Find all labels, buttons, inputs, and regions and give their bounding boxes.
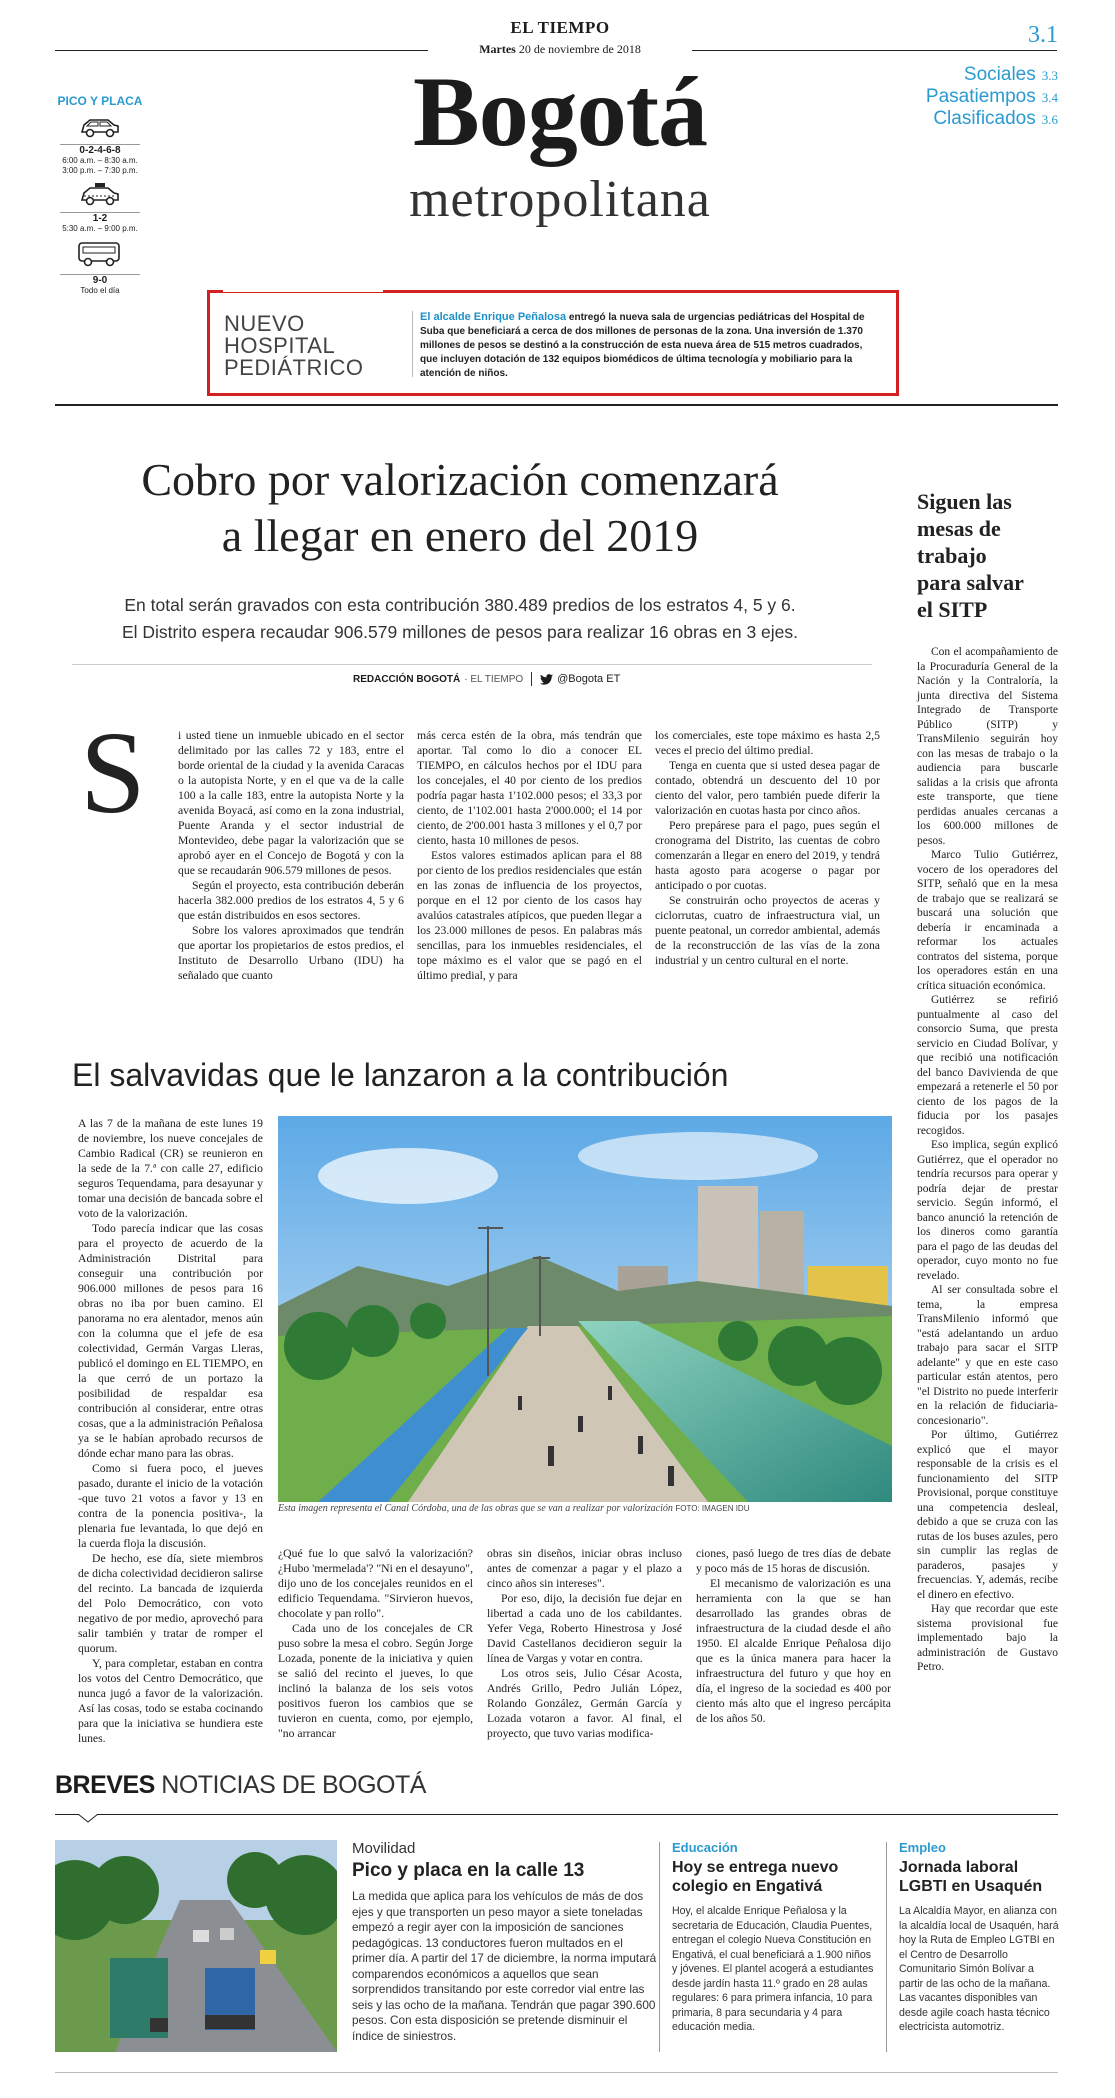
taxi-icon [78,182,122,208]
promo-lead: El alcalde Enrique Peñalosa [420,311,567,323]
main-headline [55,452,865,564]
main-col-3 [655,728,880,968]
photo-credit: FOTO: IMAGEN IDU [675,1504,750,1513]
headline-line: a llegar en enero del 2019 [221,510,699,561]
brief-vrule [659,1842,660,2052]
masthead-date [432,42,688,57]
sidebar-headline-line: para salvar [917,570,1024,595]
pp-hours: 5:30 a.m. – 9:00 p.m. [62,224,138,233]
promo-label [224,311,364,380]
promo-box[interactable] [207,290,899,396]
paragraph: Sobre los valores aproximados que tendrán que aportar los propietarios de estos predios, el Instituto de Desarrollo Urbano (IDU) ha señalado que cuanto [178,924,404,982]
paragraph: Eso implica, según explicó Gutiérrez, que el operador no tendría recursos para operar y podría dejar de prestar servicio. Según informó, el banco anunció la retención de los dineros como garantía para el pago de las deudas del operador, cuyo monto no fue revelado. [917,1139,1058,1282]
pico-placa-title: PICO Y PLACA [57,94,143,108]
paragraph: Los otros seis, Julio César Acosta, Andrés Grillo, Pedro Julián López, Rolando González, Germán García y Lozada votaron a favor. Al final, el proyecto, que tuvo varias modifica- [487,1667,682,1740]
paragraph: Cada uno de los concejales de CR puso sobre la mesa el cobro. Según Jorge Lozada, ponente de la iniciativa y quien se salió del recinto el jueves, lo que inclinó la balanza de los seis votos positivos fueron los cambios que se tuvieron en cuenta, como, por ejemplo, "no arrancar [278,1622,473,1740]
main-deck [55,592,865,646]
paragraph: Todo parecía indicar que las cosas para el proyecto de acuerdo de la Administración Distrital para conseguir una contribución por 906.000 millones de pesos para 16 obras no iba por buen camino. El panorama no era alentador, menos aún con la columna que el jefe de esa colectividad, Germán Vargas Lleras, publicó el domingo en EL TIEMPO, en la que cerró de un portazo la posibilidad de respaldar esa contribución al considerar, entre otras cosas, que a la administración Peñalosa ya se le habían aprobado recursos de dónde echar mano para las obras. [78,1222,263,1460]
promo-text [420,310,882,381]
brief-body: Hoy, el alcalde Enrique Peñalosa y la secretaria de Educación, Claudia Puentes, entregan el colegio Nueva Constitución en Engativá, el cual beneficiará a 1.900 niños y jóvenes. El plantel acogerá a estudiantes desde jardín hasta 11.º grado en 28 aulas regulares: 6 para primera infancia, 10 para primaria, 8 para secundaria y 4 para educación media. [672,1905,874,2033]
brief-kicker: Educación [672,1840,738,1855]
brief-title: Hoy se entrega nuevo colegio en Engativá [672,1859,839,1895]
paragraph: i usted tiene un inmueble ubicado en el sector delimitado por las calles 72 y 183, entre el borde oriental de la ciudad y la avenida Caracas o la autopista Norte, y en el que va de la calle 100 a la calle 183, entre la autopista Norte y la avenida Boyacá, así como en la zona industrial, Puente Aranda y el sector industrial de Montevideo, debe pagar la valorización que se aprobó ayer en el Concejo de Bogotá y con la que se recaudarán 906.579 millones de pesos. [178,729,404,877]
index-item[interactable]: Pasatiempos 3.4 [925,86,1058,107]
pico-placa-box [50,94,150,296]
masthead-rule-left [55,50,428,51]
masthead-brand: EL TIEMPO [510,18,610,37]
paragraph: A las 7 de la mañana de este lunes 19 de noviembre, los nueve concejales de Cambio Radical (CR) se reunieron en la sede de la 7.ª con calle 27, edificio seguros Tequendama, para desayunar y tomar una decisión de bancada sobre el voto de la valorización. [78,1117,263,1220]
brief-item [899,1840,1059,2035]
brief-kicker: Movilidad [352,1840,416,1857]
main-col-1 [178,728,404,983]
bus-icon [76,240,124,270]
byline-rule [72,664,872,665]
paragraph: Hay que recordar que este sistema provisional fue implementado bajo la administración de Gustavo Petro. [917,1603,1058,1673]
paragraph: Marco Tulio Gutiérrez, vocero de los operadores del SITP, señaló que en la mesa de trabajo que se realizará se buscará una solución que debería ir encaminada a reformar los actuales contratos del sistema, porque los operadores están en una crítica situación económica. [917,849,1058,992]
page-number: 3.1 [1028,22,1058,48]
paragraph: Gutiérrez se refirió puntualmente al caso del consorcio Suma, que presta servicio en Ciudad Bolívar, y que recibió una notificación del banco Davivienda de que empezará a retenerle el 50 por ciento de los pagos de la fiducia por los pasajes recogidos. [917,994,1058,1137]
promo-label-line: PEDIÁTRICO [224,355,364,380]
page-bottom-rule [55,2072,1058,2073]
paragraph: El mecanismo de valorización es una herramienta con la que se han desarrollado las grandes obras de infraestructura de la ciudad desde el año 1950. El alcalde Enrique Peñalosa dijo que es la única manera para hacer la infraestructura del futuro y que hoy en día, el ingreso de la sociedad es 400 por ciento más alto que el ingreso percápita de los años 50. [696,1577,891,1725]
index-item[interactable]: Clasificados 3.6 [933,108,1058,129]
deck-line: En total serán gravados con esta contribución 380.489 predios de los estratos 4, 5 y 6. [124,595,796,615]
paragraph: obras sin diseños, iniciar obras incluso antes de comenzar a pagar y el plazo a cinco años sin intereses". [487,1547,682,1590]
paragraph: más cerca estén de la obra, más tendrán que aportar. Tal como lo dio a conocer EL TIEMPO, en cálculos hechos por el IDU para los concejales, el 40 por ciento de los predios podría pagar hasta 1'102.000 pesos; el 33,3 por ciento, de 1'102.001 hasta 2'000.000; el 14 por ciento, de 2'00.001 hasta 3 millones y el 0,7 por ciento, hasta 10 millones de pesos. [417,729,642,847]
pp-hours: 6:00 a.m. – 8:30 a.m. [62,156,138,165]
pico-placa-item [50,114,150,176]
paragraph: Por último, Gutiérrez explicó que el mayor responsable de la crisis es el funcionamiento del SITP Provisional, porque constituye una competencia desleal, debido a que se cruza con las rutas de los buses azules, pero sin cumplir las reglas de paraderos, pasajes y frecuencias. Y, además, recibe el dinero en efectivo. [917,1429,1058,1601]
pp-plates: 1-2 [92,213,108,224]
section-title: Bogotá [413,56,707,167]
brief-body: La medida que aplica para los vehículos de más de dos ejes y que transporten un peso mayor a siete toneladas empezó a regir ayer con la imposición de sanciones pedagógicas. 13 conductores fueron multados en el primer día. A partir del 17 de diciembre, la norma imputará comparendos económicos a aquellos que sean sorprendidos transitando por este corredor vial entre las seis y las ocho de la mañana. Tendrán que pagar 390.600 pesos. Con esta disposición se pretende disminuir el índice de siniestros. [352,1889,657,2043]
promo-divider [223,289,383,292]
sidebar-headline-line: trabajo [917,543,987,568]
deck-line: El Distrito espera recaudar 906.579 millones de pesos para realizar 16 obras en 3 ejes. [121,622,799,642]
masthead-bottom-rule [55,404,1058,406]
headline-line: Cobro por valorización comenzará [141,454,779,505]
byline-org: · EL TIEMPO [464,673,524,685]
brief-vrule [886,1842,887,2052]
date-rest: 20 de noviembre de 2018 [518,42,641,56]
paragraph: ciones, pasó luego de tres días de debate y poco más de 15 horas de discusión. [696,1547,891,1575]
sidebar-headline [917,488,1062,623]
paragraph: Como si fuera poco, el jueves pasado, durante el inicio de la votación -que tuvo 21 votos a favor y 13 en contra de la ponencia positiva-, la plenaria fue levantada, lo que dejó en la cuerda floja la discusión. [78,1462,263,1550]
main-col-2 [417,728,642,983]
canal-photo [278,1116,892,1502]
brief-kicker: Empleo [899,1840,946,1855]
briefs-header-light: NOTICIAS DE BOGOTÁ [161,1771,426,1799]
second-col-2 [278,1546,473,1741]
index-item[interactable]: Sociales 3.3 [963,64,1058,85]
twitter-handle[interactable]: @Bogota ET [557,673,621,685]
brief-title: Pico y placa en la calle 13 [352,1860,585,1881]
brief-item [672,1840,877,2035]
sidebar-headline-line: el SITP [917,597,988,622]
sidebar-headline-line: mesas de [917,516,1001,541]
brief-title: Jornada laboral LGBTI en Usaquén [899,1859,1043,1895]
paragraph: De hecho, ese día, siete miembros de dicha colectividad decidieron salirse del recinto. La bancada de izquierda del Polo Democrático, con voto negativo de por medio, aprovechó para salir también y tratar de romper el quorum. [78,1552,263,1655]
promo-vrule [412,311,413,377]
paragraph: Al ser consultada sobre el tema, la empresa TransMilenio informó que "está adelantando un arduo trabajo para sacar el SITP adelante" y que en este caso particular están atentos, pero "el Distrito no puede interferir en la relación de fiduciaria-concesionario". [917,1284,1058,1427]
car-icon [78,114,122,140]
pp-plates: 0-2-4-6-8 [79,145,121,156]
paragraph: los comerciales, este tope máximo es hasta 2,5 veces el precio del último predial. [655,729,880,757]
paragraph: Pero prepárese para el pago, pues según el cronograma del Distrito, las cuentas de cobro comenzarán a llegar en enero del 2019, y tendrá hasta agosto para acogerse o pagar por anticipado o por cuotas. [655,819,880,892]
caption-text: Esta imagen representa el Canal Córdoba, una de las obras que se van a realizar por valorización [278,1503,673,1514]
second-col-3 [487,1546,682,1741]
sidebar-headline-line: Siguen las [917,489,1012,514]
paragraph: Se construirán ocho proyectos de aceras y ciclorrutas, cuatro de infraestructura vial, un puente peatonal, un corredor ambiental, además de la reconstrucción de las vías de la zona industrial y un centro cultural en el norte. [655,894,880,967]
paragraph: Y, para completar, estaban en contra los votos del Centro Democrático, que nunca jugó a favor de la valorización. Así las cosas, todo se estaba cocinando para que la iniciativa se hundiera este lunes. [78,1657,263,1745]
briefs-rule [55,1814,1058,1815]
byline-author: REDACCIÓN BOGOTÁ [353,673,461,685]
sidebar-body [917,645,1058,1675]
masthead-rule-right [692,50,1057,51]
brief-body: La Alcaldía Mayor, en alianza con la alcaldía local de Usaquén, hará hoy la Ruta de Empleo LGTBI en el Centro de Desarrollo Comunitario Simón Bolívar a partir de las ocho de la mañana. Las vacantes disponibles van desde agile coach hasta técnico electricista automotriz. [899,1905,1059,2033]
pico-placa-item [50,240,150,296]
byline [353,672,620,686]
twitter-icon [540,674,553,685]
photo-caption [278,1503,892,1514]
pp-plates: 9-0 [92,275,108,286]
briefs-notch [78,1814,98,1824]
promo-body: entregó la nueva sala de urgencias pediátricas del Hospital de Suba que beneficiará a cerca de dos millones de personas de la zona. Una inversión de 1.370 millones de pesos se destinó a la construcción de esta nueva área de 515 metros cuadrados, que incluyen dotación de 132 equipos biomédicos de última tecnología y mobiliario para la atención de niños. [420,312,865,379]
briefs-header [55,1771,426,1800]
promo-label-line: HOSPITAL [224,333,336,358]
paragraph: ¿Qué fue lo que salvó la valorización? ¿Hubo 'mermelada'? "Ni en el desayuno", dijo uno de los concejales reunidos en el edificio Tequendama. "Sirvieron huevos, chocolate y pan rollo". [278,1547,473,1620]
promo-label-line: NUEVO [224,311,305,336]
dropcap: S [80,707,146,838]
paragraph: Según el proyecto, esta contribución deberán hacerla 382.000 predios de los estratos 4, 5 y 6 que están distribuidos en esos sectores. [178,879,404,922]
pp-hours: 3:00 p.m. – 7:30 p.m. [62,166,138,175]
paragraph: Con el acompañamiento de la Procuraduría General de la Nación y la Contraloría, la junta directiva del Sistema Integrado de Transporte Público (SITP) y TransMilenio seguirán hoy con las mesas de trabajo o la audiencia para buscarle salidas a la crisis que afronta este transporte, que tiene perdidas anuales cercanas a los 600.000 millones de pesos. [917,646,1058,847]
date-weekday: Martes [479,42,516,56]
pico-placa-item [50,182,150,234]
pp-hours: Todo el día [80,286,120,295]
section-index [870,64,1058,130]
brief-item [352,1840,657,2044]
paragraph: Por eso, dijo, la decisión fue dejar en libertad a cada uno de los cabildantes. Yefer Vega, Roberto Hinestrosa y José David Castellanos decidieron seguir la línea de Vargas y votar en contra. [487,1592,682,1665]
paragraph: Tenga en cuenta que si usted desea pagar de contado, obtendrá un descuento del 10 por ciento del valor, pero también puede diferir la valorización en cuotas hasta por cinco años. [655,759,880,817]
second-headline: El salvavidas que le lanzaron a la contribución [72,1057,729,1093]
paragraph: Estos valores estimados aplican para el 88 por ciento de los predios residenciales que están en las zonas de influencia de los proyectos, porque en el 12 por ciento de los casos hay avalúos catastrales atípicos, que pueden llegar a los 23.000 millones de pesos. En palabras más sencillas, para los inmuebles residenciales, el tope máximo es el valor que se pagó en el último predial, y para [417,849,642,982]
trucks-photo [55,1840,337,2052]
second-col-left [78,1116,263,1746]
section-subtitle: metropolitana [409,171,711,228]
briefs-header-bold: BREVES [55,1771,155,1799]
second-col-4 [696,1546,891,1726]
